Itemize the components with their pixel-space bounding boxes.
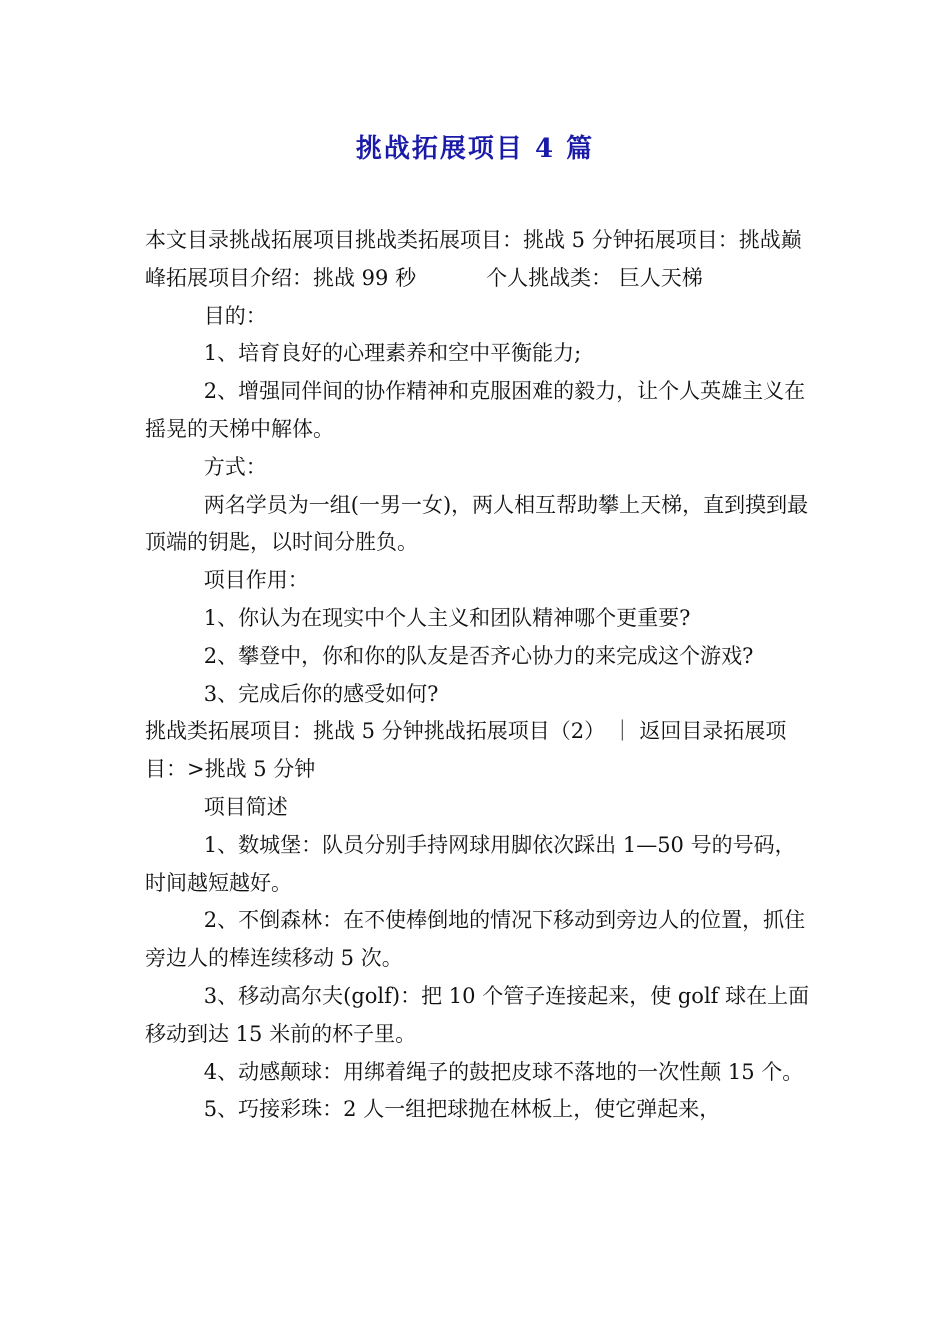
toc-first-item: 个人挑战类： 巨人天梯 [486,265,703,290]
document-title: 挑战拓展项目 4 篇 [355,134,595,164]
document-body [145,222,810,1129]
section-heading: 挑战类拓展项目：挑战 5 分钟挑战拓展项目（2） ｜ 返回目录拓展项目：>挑战 5 分钟 [145,719,787,782]
paragraph: 1、你认为在现实中个人主义和团队精神哪个更重要? [203,605,691,630]
paragraph: 目的： [203,303,267,328]
paragraph: 方式： [203,454,267,479]
paragraph: 项目简述 [203,794,288,819]
paragraph: 2、攀登中，你和你的队友是否齐心协力的来完成这个游戏? [203,643,754,668]
table-of-contents [145,222,810,298]
paragraph: 1、数城堡：队员分别手持网球用脚依次踩出 1—50 号的号码，时间越短越好。 [145,832,796,895]
paragraph: 3、移动高尔夫(golf)：把 10 个管子连接起来，使 golf 球在上面移动到达 15 米前的杯子里。 [145,983,810,1046]
paragraph: 项目作用： [203,568,309,593]
paragraph: 5、巧接彩珠：2 人一组把球抛在林板上，使它弹起来， [203,1097,721,1122]
paragraph: 1、培育良好的心理素养和空中平衡能力; [203,341,582,366]
paragraph: 4、动感颠球：用绑着绳子的鼓把皮球不落地的一次性颠 15 个。 [203,1059,804,1084]
paragraph: 3、完成后你的感受如何? [203,681,439,706]
paragraph: 2、不倒森林：在不使棒倒地的情况下移动到旁边人的位置，抓住旁边人的棒连续移动 5 次。 [145,908,806,971]
paragraph: 2、增强同伴间的协作精神和克服困难的毅力，让个人英雄主义在摇晃的天梯中解体。 [145,379,806,441]
toc-text: 本文目录挑战拓展项目挑战类拓展项目：挑战 5 分钟拓展项目：挑战巅峰拓展项目介绍：挑战 99 秒 [145,228,802,290]
paragraph: 两名学员为一组(一男一女)，两人相互帮助攀上天梯，直到摸到最顶端的钥匙，以时间分胜负。 [145,492,809,555]
